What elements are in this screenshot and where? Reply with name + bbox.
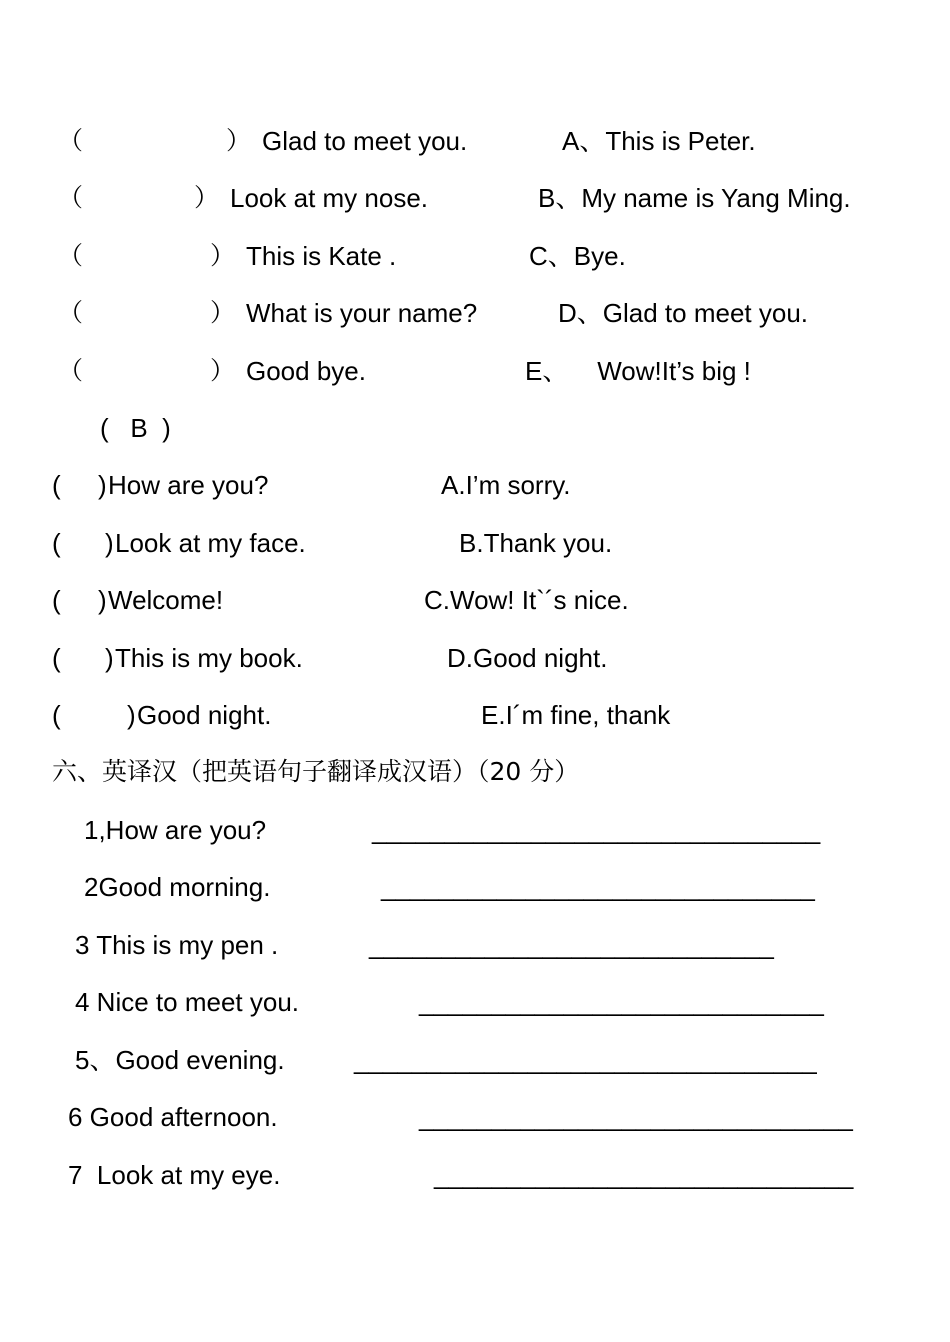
answer-bracket-open[interactable]: ( [52, 528, 61, 558]
question-text: Glad to meet you. [262, 126, 468, 156]
answer-bracket-close: ) [98, 470, 107, 500]
answer-blank[interactable]: ________________________________ [354, 1045, 817, 1075]
answer-blank[interactable]: ______________________________ [419, 1102, 853, 1132]
question-text: Look at my nose. [230, 183, 428, 213]
answer-blank[interactable]: ____________________________ [369, 930, 774, 960]
sentence-text: 1,How are you? [84, 815, 267, 845]
question-text: Look at my face. [115, 528, 306, 558]
option-text: D.Good night. [447, 643, 608, 673]
answer-blank[interactable]: _____________________________ [434, 1160, 854, 1190]
sentence-text: 4 Nice to meet you. [75, 987, 299, 1017]
answer-bracket-close: ） [210, 241, 236, 270]
option-text: C.Wow! It`´s nice. [424, 585, 629, 615]
option-text: E、 Wow!It’s big ! [525, 356, 751, 386]
option-text: E.I´m fine, thank [481, 700, 671, 730]
sentence-text: 2Good morning. [84, 872, 271, 902]
sentence-text: 5、Good evening. [75, 1045, 285, 1075]
option-text: A.I’m sorry. [441, 470, 571, 500]
question-text: Good night. [137, 700, 272, 730]
section-label: ( B ) [100, 413, 171, 443]
option-text: C、Bye. [529, 241, 626, 271]
answer-bracket-close: ） [194, 183, 220, 212]
answer-bracket-close: ） [210, 356, 236, 385]
answer-bracket-open[interactable]: （ [58, 126, 84, 155]
answer-bracket-close: ) [127, 700, 136, 730]
section-heading: 六、英译汉（把英语句子翻译成汉语）（20 分） [52, 757, 580, 786]
question-text: What is your name? [246, 298, 478, 328]
sentence-text: 3 This is my pen . [75, 930, 279, 960]
answer-bracket-open[interactable]: ( [52, 470, 61, 500]
answer-bracket-close: ) [105, 528, 114, 558]
question-text: How are you? [108, 470, 269, 500]
question-text: Welcome! [108, 585, 224, 615]
sentence-text: 7 Look at my eye. [68, 1160, 281, 1190]
option-text: A、This is Peter. [562, 126, 756, 156]
question-text: Good bye. [246, 356, 366, 386]
question-text: This is my book. [115, 643, 303, 673]
answer-bracket-open[interactable]: （ [58, 183, 84, 212]
sentence-text: 6 Good afternoon. [68, 1102, 278, 1132]
answer-bracket-open[interactable]: （ [58, 298, 84, 327]
option-text: B、My name is Yang Ming. [538, 183, 851, 213]
answer-bracket-open[interactable]: ( [52, 585, 61, 615]
answer-bracket-open[interactable]: ( [52, 700, 61, 730]
answer-bracket-close: ) [98, 585, 107, 615]
answer-blank[interactable]: _______________________________ [372, 815, 821, 845]
option-text: D、Glad to meet you. [558, 298, 808, 328]
answer-blank[interactable]: ____________________________ [419, 987, 824, 1017]
answer-bracket-close: ） [226, 126, 252, 155]
question-text: This is Kate . [246, 241, 397, 271]
answer-bracket-open[interactable]: ( [52, 643, 61, 673]
option-text: B.Thank you. [459, 528, 613, 558]
answer-bracket-open[interactable]: （ [58, 356, 84, 385]
answer-bracket-close: ） [210, 298, 236, 327]
answer-blank[interactable]: ______________________________ [381, 872, 815, 902]
answer-bracket-open[interactable]: （ [58, 241, 84, 270]
answer-bracket-close: ) [105, 643, 114, 673]
